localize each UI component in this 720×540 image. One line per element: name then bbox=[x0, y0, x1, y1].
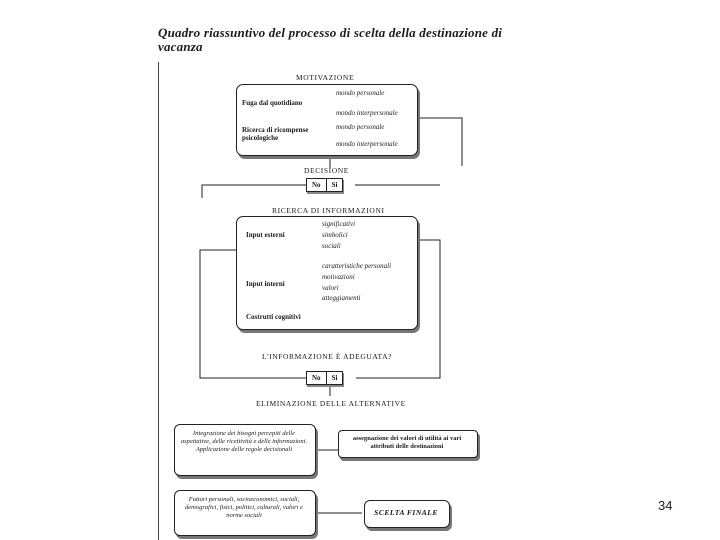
decisione-si: Si bbox=[326, 179, 343, 191]
page-number: 34 bbox=[658, 498, 673, 513]
esterni-item-3: sociali bbox=[322, 242, 341, 250]
ricerca-ricompense-label: Ricerca di ricompense psicologiche bbox=[242, 126, 309, 142]
line-dec-left bbox=[202, 185, 308, 198]
ricerca-header: RICERCA DI INFORMAZIONI bbox=[272, 206, 385, 215]
scelta-finale-text: SCELTA FINALE bbox=[374, 508, 438, 517]
interni-item-4: atteggiamenti bbox=[322, 294, 361, 302]
fuga-item-1: mondo personale bbox=[336, 89, 385, 97]
diagram-title: Quadro riassuntivo del processo di scelta della destinazione di vacanza bbox=[158, 25, 503, 54]
motivazione-header: MOTIVAZIONE bbox=[296, 73, 355, 82]
interni-item-2: motivazioni bbox=[322, 273, 355, 281]
fattori-text: Fattori personali, socioeconomici, sociali, demografici, fisici, politici, culturali, valori e norme sociali bbox=[185, 496, 303, 519]
interni-item-3: valori bbox=[322, 284, 339, 292]
costrutti-label: Costrutti cognitivi bbox=[246, 313, 301, 321]
decisione-header: DECISIONE bbox=[304, 166, 349, 175]
adeguata-si: Si bbox=[326, 372, 343, 384]
esterni-item-2: simbolici bbox=[322, 231, 348, 239]
adeguata-toggle bbox=[306, 371, 343, 385]
interni-item-1: caratteristiche personali bbox=[322, 262, 392, 270]
integrazione-text: Integrazione dei bisogni percepiti delle aspettative, delle ricettività e delle informazioni. Applicazione delle regole decisionali bbox=[180, 430, 308, 453]
assegnazione-text: assegnazione dei valori di utilità ai vari attributi delle destinazioni bbox=[352, 435, 462, 450]
line-to-right bbox=[416, 118, 462, 166]
adeguata-no: No bbox=[312, 374, 321, 382]
eliminazione-header: ELIMINAZIONE DELLE ALTERNATIVE bbox=[256, 399, 406, 408]
input-esterni-label: Input esterni bbox=[246, 231, 285, 239]
adeguata-header: L'INFORMAZIONE È ADEGUATA? bbox=[262, 352, 393, 361]
fuga-item-2: mondo interpersonale bbox=[336, 109, 398, 117]
decisione-toggle bbox=[306, 178, 343, 192]
fuga-label: Fuga dal quotidiano bbox=[242, 99, 303, 107]
input-interni-label: Input interni bbox=[246, 280, 285, 288]
ricompense-item-1: mondo personale bbox=[336, 123, 385, 131]
esterni-item-1: significativi bbox=[322, 220, 356, 228]
ricompense-item-2: mondo interpersonale bbox=[336, 140, 398, 148]
decisione-no: No bbox=[312, 181, 321, 189]
